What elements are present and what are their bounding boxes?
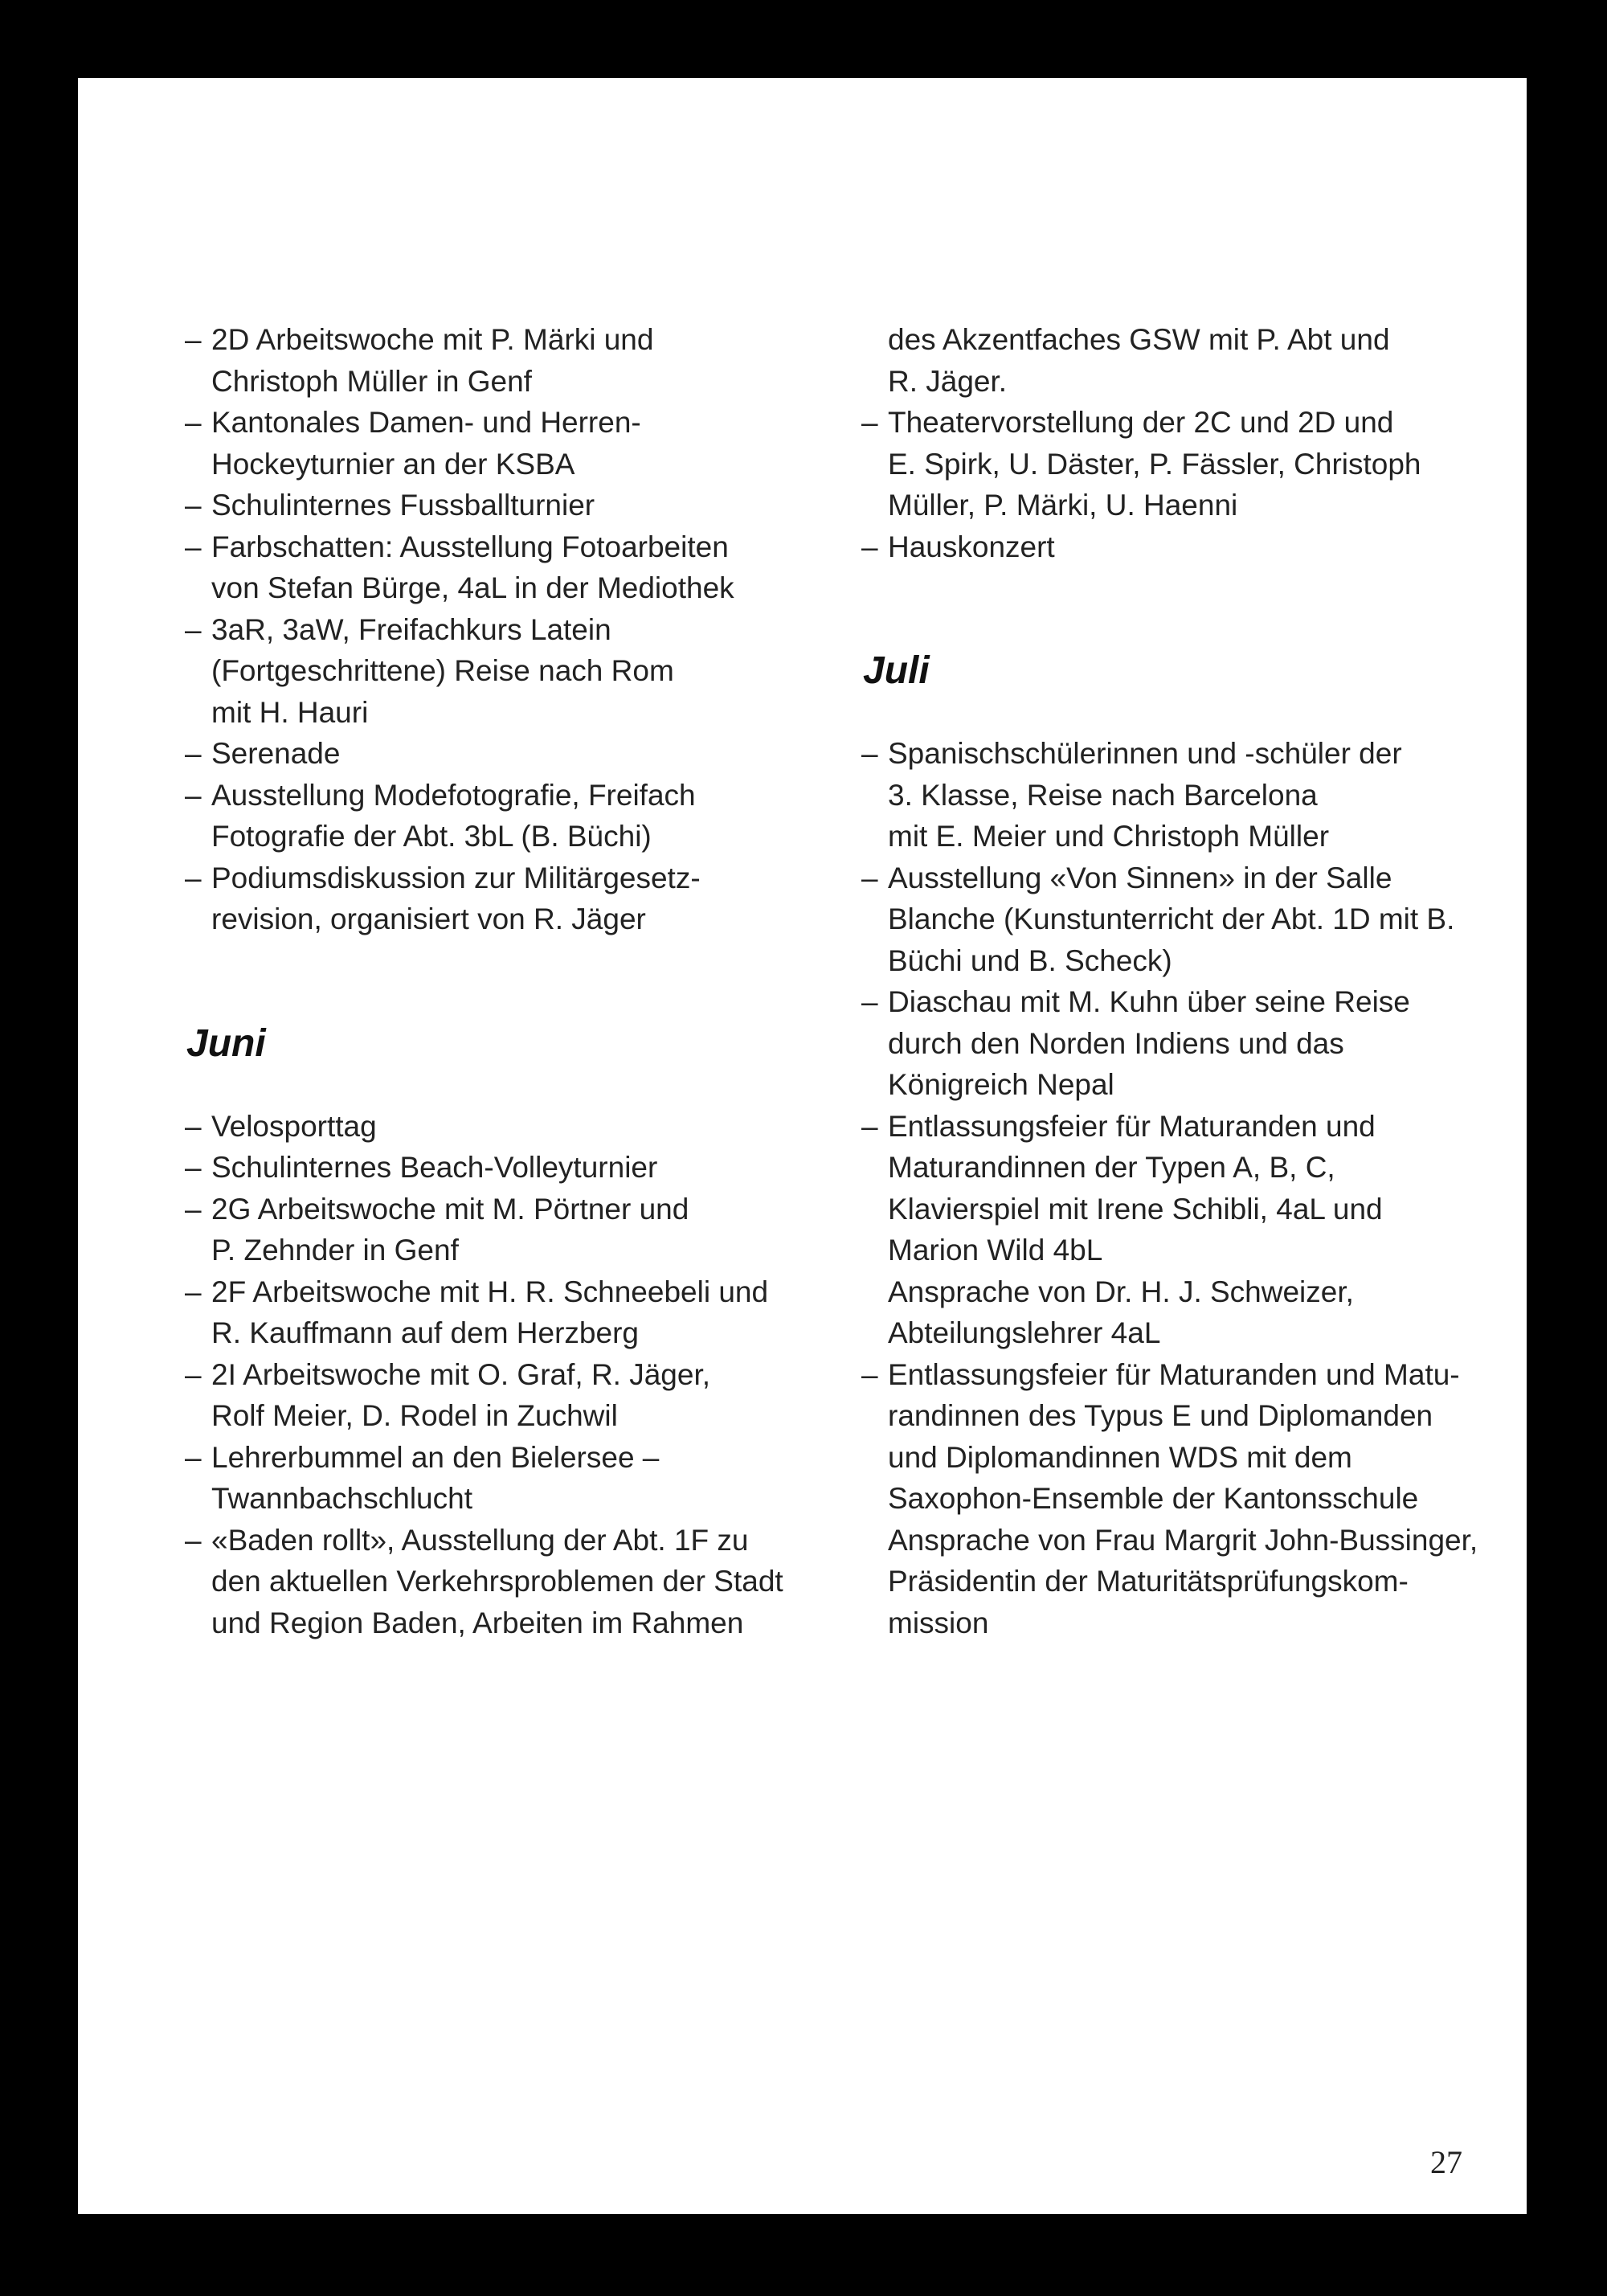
list-item-text: von Stefan Bürge, 4aL in der Mediothek <box>211 571 734 604</box>
list-item-text: Büchi und B. Scheck) <box>888 943 1172 977</box>
left-column <box>185 319 868 1643</box>
list-item-text: (Fortgeschrittene) Reise nach Rom <box>211 654 674 687</box>
dash-bullet: – <box>861 1357 878 1391</box>
list-item-text: Saxophon-Ensemble der Kantonsschule <box>888 1482 1419 1515</box>
list-item-text: des Akzentfaches GSW mit P. Abt und <box>888 323 1390 356</box>
dash-bullet: – <box>185 530 202 563</box>
list-item <box>185 1437 868 1520</box>
document-page <box>78 78 1527 2214</box>
list-item <box>185 319 868 402</box>
page-number: 27 <box>1430 2144 1462 2180</box>
dash-bullet: – <box>861 406 878 439</box>
list-item-text: Hockeyturnier an der KSBA <box>211 447 575 481</box>
dash-bullet: – <box>185 1151 202 1184</box>
list-item-line <box>861 1354 1568 1396</box>
list-item <box>861 857 1568 982</box>
list-item-line <box>185 816 868 857</box>
list-item-text: Podiumsdiskussion zur Militärgesetz- <box>211 861 701 894</box>
list-item-text: Ansprache von Frau Margrit John-Bussinger, <box>888 1523 1478 1557</box>
list-item-text: Kantonales Damen- und Herren- <box>211 406 641 439</box>
list-item-line <box>185 402 868 444</box>
list-item-line <box>185 1354 868 1396</box>
list-item-line <box>185 1520 868 1561</box>
section-heading-juli: Juli <box>863 649 930 692</box>
dash-bullet: – <box>185 778 202 812</box>
dash-bullet: – <box>185 1523 202 1557</box>
may-events-list <box>185 319 868 940</box>
list-item-line <box>185 1312 868 1354</box>
list-item-line <box>185 444 868 485</box>
list-item-line <box>861 857 1568 899</box>
list-item <box>861 981 1568 1106</box>
list-item-text: Königreich Nepal <box>888 1068 1114 1101</box>
dash-bullet: – <box>185 1192 202 1226</box>
list-item-line <box>861 1189 1568 1230</box>
list-item-text: 3. Klasse, Reise nach Barcelona <box>888 778 1318 812</box>
list-item <box>861 1354 1568 1644</box>
list-item-text: Marion Wild 4bL <box>888 1234 1103 1267</box>
list-item-line <box>861 1106 1568 1148</box>
right-column <box>861 319 1568 1643</box>
list-item-text: Ausstellung Modefotografie, Freifach <box>211 778 696 812</box>
list-item-line <box>861 485 1568 526</box>
list-item-text: 2F Arbeitswoche mit H. R. Schneebeli und <box>211 1275 769 1308</box>
list-item-text: Entlassungsfeier für Maturanden und <box>888 1109 1376 1143</box>
dash-bullet: – <box>185 1275 202 1308</box>
list-item-line <box>861 1478 1568 1520</box>
list-item-line <box>861 1561 1568 1602</box>
list-item <box>185 1354 868 1437</box>
list-item-text: Velosporttag <box>211 1109 377 1143</box>
list-item-line <box>185 775 868 816</box>
list-item-text: und Region Baden, Arbeiten im Rahmen <box>211 1606 744 1639</box>
list-item-text: Fotografie der Abt. 3bL (B. Büchi) <box>211 820 652 853</box>
list-item-line <box>861 816 1568 857</box>
list-item-line <box>185 319 868 361</box>
list-item-text: «Baden rollt», Ausstellung der Abt. 1F zu <box>211 1523 749 1557</box>
list-item-text: Blanche (Kunstunterricht der Abt. 1D mit B. <box>888 902 1455 935</box>
list-item-text: Maturandinnen der Typen A, B, C, <box>888 1151 1335 1184</box>
list-item-line <box>861 526 1568 568</box>
list-item-text: 3aR, 3aW, Freifachkurs Latein <box>211 612 611 646</box>
list-item-line <box>185 1478 868 1520</box>
dash-bullet: – <box>185 861 202 894</box>
list-item-line <box>185 733 868 775</box>
list-item <box>861 733 1568 857</box>
dash-bullet: – <box>861 530 878 563</box>
list-item-line <box>861 1602 1568 1644</box>
list-item-text: mit H. Hauri <box>211 695 369 729</box>
dash-bullet: – <box>185 1357 202 1391</box>
list-item-line <box>861 1437 1568 1479</box>
list-item <box>861 526 1568 568</box>
list-item-text: Spanischschülerinnen und -schüler der <box>888 737 1402 770</box>
dash-bullet: – <box>185 1109 202 1143</box>
list-item-line <box>861 1230 1568 1271</box>
list-item-text: mit E. Meier und Christoph Müller <box>888 820 1330 853</box>
list-item-text: Klavierspiel mit Irene Schibli, 4aL und <box>888 1192 1383 1226</box>
list-item <box>185 1520 868 1644</box>
list-item-line <box>185 1561 868 1602</box>
list-item-text: E. Spirk, U. Däster, P. Fässler, Christoph <box>888 447 1421 481</box>
list-item-line <box>861 1312 1568 1354</box>
list-item-line <box>861 444 1568 485</box>
list-item <box>185 1271 868 1354</box>
list-item-line <box>861 1023 1568 1065</box>
dash-bullet: – <box>185 1440 202 1474</box>
list-item-text: randinnen des Typus E und Diplomanden <box>888 1399 1433 1432</box>
list-item <box>185 526 868 609</box>
dash-bullet: – <box>861 861 878 894</box>
dash-bullet: – <box>185 737 202 770</box>
list-item-text: und Diplomandinnen WDS mit dem <box>888 1440 1352 1474</box>
list-item-text: R. Kauffmann auf dem Herzberg <box>211 1316 639 1349</box>
list-item-line <box>185 1189 868 1230</box>
list-item-line <box>185 1602 868 1644</box>
list-item-text: Müller, P. Märki, U. Haenni <box>888 489 1238 522</box>
list-item <box>185 1189 868 1271</box>
list-item-text: Serenade <box>211 737 341 770</box>
list-item-text: Ansprache von Dr. H. J. Schweizer, <box>888 1275 1354 1308</box>
dash-bullet: – <box>861 737 878 770</box>
list-item-line <box>185 485 868 526</box>
list-item-line <box>861 733 1568 775</box>
list-item-text: mission <box>888 1606 989 1639</box>
list-item-line <box>185 1271 868 1313</box>
list-item-text: P. Zehnder in Genf <box>211 1234 459 1267</box>
list-item-text: Entlassungsfeier für Maturanden und Matu- <box>888 1357 1460 1391</box>
list-item <box>861 319 1568 402</box>
list-item-line <box>861 775 1568 816</box>
dash-bullet: – <box>861 985 878 1018</box>
list-item-text: Schulinternes Fussballturnier <box>211 489 595 522</box>
list-item-line <box>861 361 1568 403</box>
list-item-line <box>185 609 868 651</box>
list-item-text: Präsidentin der Maturitätsprüfungskom- <box>888 1565 1409 1598</box>
list-item-text: Ausstellung «Von Sinnen» in der Salle <box>888 861 1392 894</box>
july-events-list <box>861 733 1568 1643</box>
dash-bullet: – <box>185 406 202 439</box>
list-item-line <box>185 1147 868 1189</box>
list-item-text: Schulinternes Beach-Volleyturnier <box>211 1151 658 1184</box>
list-item <box>185 485 868 526</box>
list-item <box>185 857 868 940</box>
list-item <box>185 775 868 857</box>
dash-bullet: – <box>185 323 202 356</box>
list-item <box>861 402 1568 526</box>
list-item-line <box>185 898 868 940</box>
list-item-line <box>185 1230 868 1271</box>
list-item-text: Lehrerbummel an den Bielersee – <box>211 1440 660 1474</box>
list-item-line <box>861 319 1568 361</box>
list-item-text: 2G Arbeitswoche mit M. Pörtner und <box>211 1192 689 1226</box>
list-item-line <box>185 1395 868 1437</box>
list-item-line <box>861 402 1568 444</box>
list-item-line <box>861 1271 1568 1313</box>
list-item-line <box>861 1520 1568 1561</box>
dash-bullet: – <box>185 612 202 646</box>
list-item-line <box>861 940 1568 982</box>
list-item <box>185 733 868 775</box>
dash-bullet: – <box>861 1109 878 1143</box>
list-item-line <box>185 692 868 734</box>
list-item-line <box>185 650 868 692</box>
list-item-text: R. Jäger. <box>888 364 1008 398</box>
list-item-line <box>861 1395 1568 1437</box>
list-item <box>185 1147 868 1189</box>
list-item-text: Diaschau mit M. Kuhn über seine Reise <box>888 985 1410 1018</box>
list-item-text: durch den Norden Indiens und das <box>888 1026 1344 1060</box>
list-item <box>185 402 868 485</box>
list-item-text: Hauskonzert <box>888 530 1055 563</box>
list-item-text: den aktuellen Verkehrsproblemen der Stadt <box>211 1565 783 1598</box>
list-item-text: Abteilungslehrer 4aL <box>888 1316 1161 1349</box>
list-item-text: Rolf Meier, D. Rodel in Zuchwil <box>211 1399 618 1432</box>
dash-bullet: – <box>185 489 202 522</box>
list-item-text: Twannbachschlucht <box>211 1482 472 1515</box>
list-item-line <box>861 1147 1568 1189</box>
list-item-line <box>185 1437 868 1479</box>
list-item-line <box>861 1064 1568 1106</box>
june-events-list <box>185 1106 868 1644</box>
list-item-text: Farbschatten: Ausstellung Fotoarbeiten <box>211 530 729 563</box>
list-item-line <box>861 898 1568 940</box>
june-events-continued-list <box>861 319 1568 567</box>
list-item-text: Theatervorstellung der 2C und 2D und <box>888 406 1394 439</box>
section-heading-juni: Juni <box>186 1021 266 1065</box>
list-item <box>861 1106 1568 1354</box>
list-item <box>185 1106 868 1148</box>
list-item <box>185 609 868 734</box>
list-item-line <box>861 981 1568 1023</box>
list-item-text: revision, organisiert von R. Jäger <box>211 902 646 935</box>
list-item-text: 2I Arbeitswoche mit O. Graf, R. Jäger, <box>211 1357 711 1391</box>
list-item-line <box>185 361 868 403</box>
list-item-text: Christoph Müller in Genf <box>211 364 532 398</box>
list-item-line <box>185 857 868 899</box>
list-item-text: 2D Arbeitswoche mit P. Märki und <box>211 323 654 356</box>
list-item-line <box>185 1106 868 1148</box>
list-item-line <box>185 567 868 609</box>
list-item-line <box>185 526 868 568</box>
